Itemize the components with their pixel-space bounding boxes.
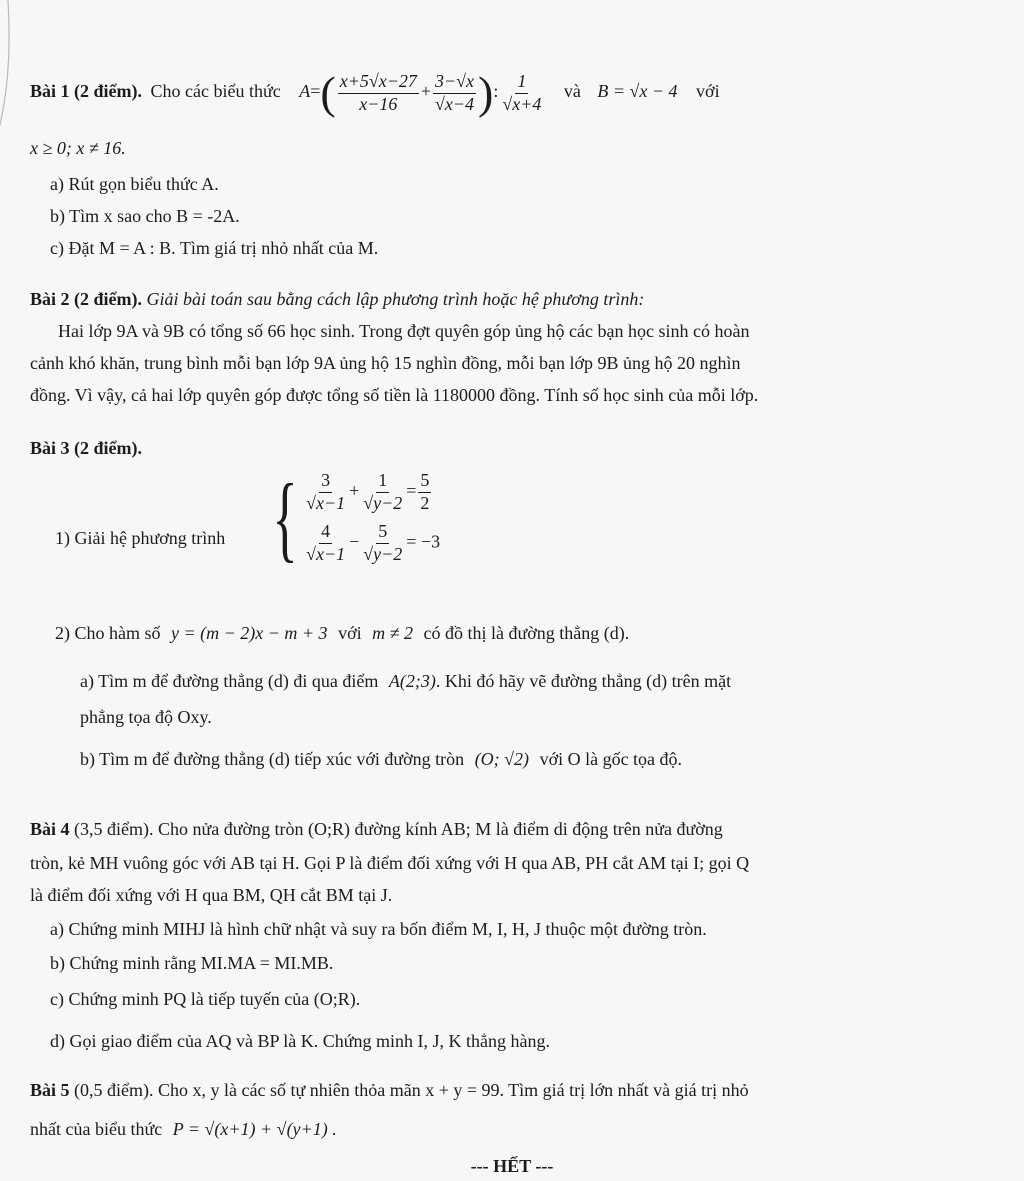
circle-O: (O; √2) xyxy=(474,749,530,769)
bai1-with: với xyxy=(696,81,720,102)
bai1-points: (2 điểm). xyxy=(74,81,142,102)
divide-colon: : xyxy=(493,81,499,102)
bai4-line2: tròn, kẻ MH vuông góc với AB tại H. Gọi P là điểm đối xứng với H qua AB, PH cắt AM tại I; gọi Q xyxy=(30,853,750,873)
bai3-q2b-line xyxy=(80,748,682,771)
fraction-2 xyxy=(433,72,476,115)
bai5-text1: Cho x, y là các số tự nhiên thỏa mãn x + y = 99. Tìm giá trị lớn nhất và giá trị nhỏ xyxy=(158,1080,749,1100)
r1-den1: √x−1 xyxy=(306,493,346,514)
q2a-text-2: . Khi đó hãy vẽ đường thẳng (d) trên mặt xyxy=(435,671,732,691)
system-row-2 xyxy=(302,522,440,565)
bai4-heading: Bài 4 xyxy=(30,819,70,839)
r2-op: − xyxy=(349,531,360,552)
r1-den2: √y−2 xyxy=(363,493,403,514)
bai4-part-c: c) Chứng minh PQ là tiếp tuyến của (O;R). xyxy=(50,989,361,1009)
bai5-text2: nhất của biểu thức xyxy=(30,1119,163,1139)
r2-den2: √y−2 xyxy=(363,543,403,564)
bai3-q1-label: 1) Giải hệ phương trình xyxy=(55,528,226,548)
bai1-line1 xyxy=(30,67,720,118)
end-marker: --- HẾT --- xyxy=(470,1156,554,1176)
bai2-heading-line xyxy=(30,288,644,311)
fraction-1-den: x−16 xyxy=(359,93,398,114)
equation-system: { $\frac{3}{√x-1}$ + $\frac{1}{√y-2}$ = $\frac{5}{2}$ $\frac{4}{√x-1}$ − $\frac{5}{√y-2}$ = −3 xyxy=(272,464,441,571)
bai1-part-b: b) Tìm x sao cho B = -2A. xyxy=(50,206,240,226)
bai2-line3: đồng. Vì vậy, cả hai lớp quyên góp được tổng số tiền là 1180000 đồng. Tính số học sinh của mỗi lớp. xyxy=(30,385,759,405)
fraction-1-num: x+5√x−27 xyxy=(338,72,419,94)
bai4-line3: là điểm đối xứng với H qua BM, QH cắt BM tại J. xyxy=(30,885,393,905)
r2-eq: = −3 xyxy=(406,531,441,552)
A-symbol: A xyxy=(299,81,311,102)
fraction-2-den: √x−4 xyxy=(435,93,475,114)
fraction-3-den: √x+4 xyxy=(502,93,542,114)
bai4-text1: Cho nửa đường tròn (O;R) đường kính AB; M là điểm di động trên nửa đường xyxy=(158,819,723,839)
q2b-text: b) Tìm m để đường thẳng (d) tiếp xúc với đường tròn xyxy=(80,749,465,769)
r2-num2: 5 xyxy=(376,522,389,544)
r1-rhs-num: 5 xyxy=(418,471,431,493)
r2-den1: √x−1 xyxy=(306,543,346,564)
expression-B: B = √x − 4 xyxy=(597,81,678,102)
bai5-line1 xyxy=(30,1079,749,1102)
bai4-part-d: d) Gọi giao điểm của AQ và BP là K. Chứng minh I, J, K thẳng hàng. xyxy=(50,1031,551,1051)
r1-num2: 1 xyxy=(376,471,389,493)
bai4-part-b: b) Chứng minh rằng MI.MA = MI.MB. xyxy=(50,953,334,973)
fraction-1 xyxy=(338,72,419,115)
fraction-3 xyxy=(500,72,543,115)
q2b-text-2: với O là gốc tọa độ. xyxy=(539,749,683,769)
bai1-part-a: a) Rút gọn biểu thức A. xyxy=(50,174,219,194)
r1-num1: 3 xyxy=(319,471,332,493)
bai1-part-c: c) Đặt M = A : B. Tìm giá trị nhỏ nhất của M. xyxy=(50,238,379,258)
m-condition: m ≠ 2 xyxy=(372,623,413,643)
bai3-q2a-line2: phẳng tọa độ Oxy. xyxy=(80,707,212,727)
bai5-heading: Bài 5 xyxy=(30,1080,70,1100)
q2-text-a: 2) Cho hàm số xyxy=(55,623,161,643)
bai1-heading: Bài 1 xyxy=(30,81,70,102)
plus-sign: + xyxy=(420,81,432,102)
bai3-q2-line xyxy=(55,622,629,645)
bai3-heading-line xyxy=(30,437,142,460)
expression-P: P = √(x+1) + √(y+1) . xyxy=(172,1119,337,1139)
r1-eq: = xyxy=(406,480,417,501)
bai1-condition: x ≥ 0; x ≠ 16. xyxy=(30,138,126,158)
expression-A: A=( $\frac{x+5√x-27}{x-16}$ + $\frac{3-√x}{√x-4}$ ): $\frac{1}{√x+4}$ xyxy=(299,67,542,118)
bai1-lead: Cho các biểu thức xyxy=(150,81,281,102)
bai3-points: (2 điểm). xyxy=(74,438,142,458)
bai1-and: và xyxy=(563,81,581,102)
bai2-instruction: Giải bài toán sau bằng cách lập phương trình hoặc hệ phương trình: xyxy=(146,289,645,309)
function-formula: y = (m − 2)x − m + 3 xyxy=(171,623,328,643)
q2-text-c: có đồ thị là đường thẳng (d). xyxy=(423,623,630,643)
bai4-points: (3,5 điểm). xyxy=(74,819,154,839)
fraction-2-num: 3−√x xyxy=(433,72,476,94)
bai2-line2: cảnh khó khăn, trung bình mỗi bạn lớp 9A ủng hộ 15 nghìn đồng, mỗi bạn lớp 9B ủng hộ 20 nghìn xyxy=(30,353,741,373)
bai5-line2 xyxy=(30,1118,337,1141)
system-row-1 xyxy=(302,471,440,514)
bai4-part-a: a) Chứng minh MIHJ là hình chữ nhật và suy ra bốn điểm M, I, H, J thuộc một đường tròn. xyxy=(50,919,707,939)
bai2-points: (2 điểm). xyxy=(74,289,142,309)
A-equals: = xyxy=(310,81,321,102)
bai5-points: (0,5 điểm). xyxy=(74,1080,154,1100)
page-edge-curve xyxy=(0,0,30,130)
bai4-line1 xyxy=(30,818,723,841)
bai3-q2a-line1 xyxy=(80,670,731,693)
point-A: A(2;3) xyxy=(388,671,436,691)
r1-rhs-den: 2 xyxy=(420,493,430,514)
bai2-heading: Bài 2 xyxy=(30,289,70,309)
fraction-3-num: 1 xyxy=(515,72,528,94)
q2-text-b: với xyxy=(338,623,362,643)
r2-num1: 4 xyxy=(319,522,332,544)
bai2-line1: Hai lớp 9A và 9B có tổng số 66 học sinh. Trong đợt quyên góp ủng hộ các bạn học sinh có hoàn xyxy=(58,321,750,341)
q2a-text: a) Tìm m để đường thẳng (d) đi qua điểm xyxy=(80,671,379,691)
r1-op: + xyxy=(349,480,360,501)
bai3-heading: Bài 3 xyxy=(30,438,70,458)
